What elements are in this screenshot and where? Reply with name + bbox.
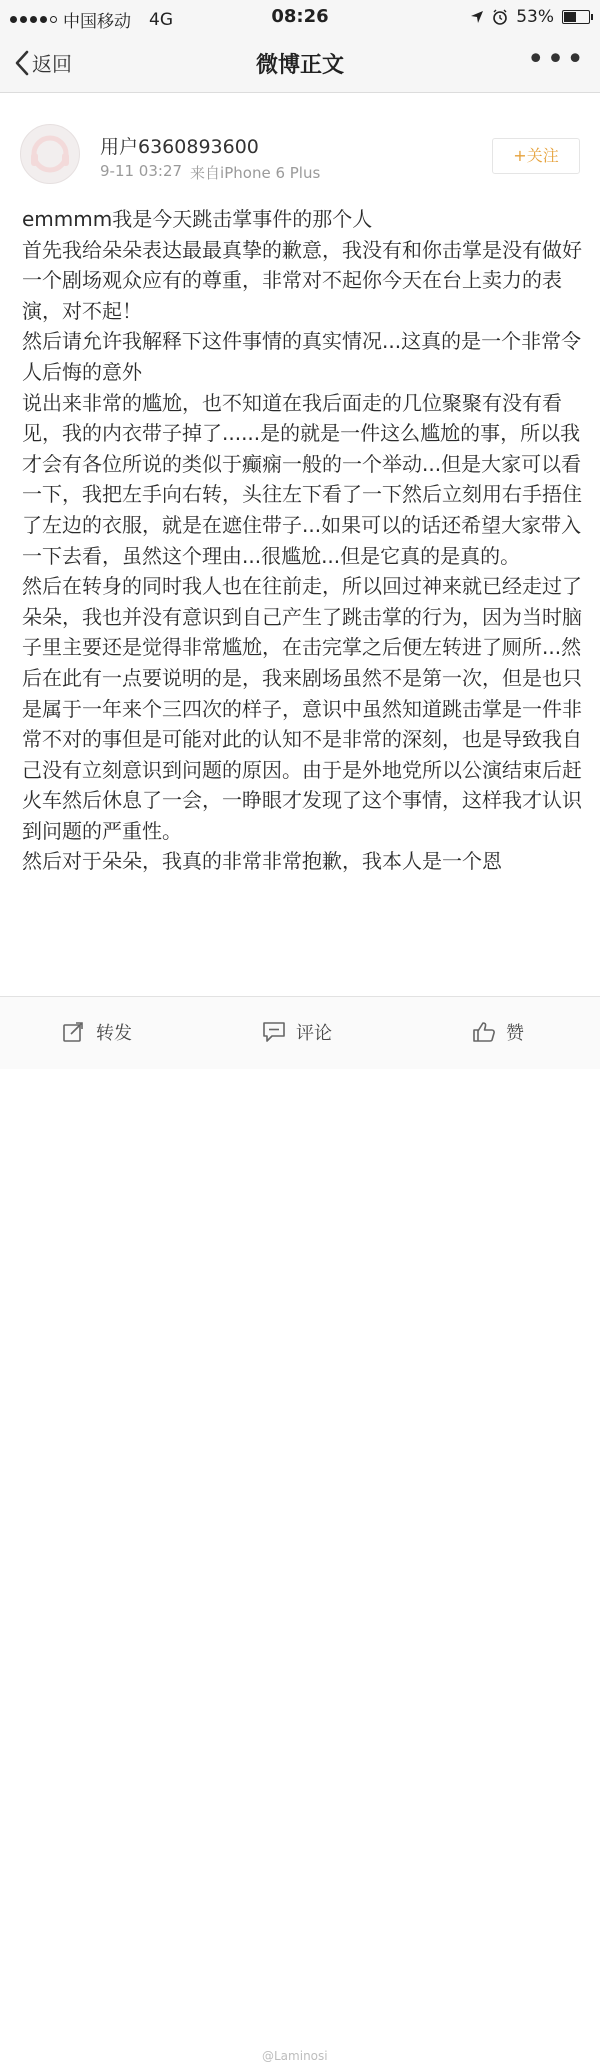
status-bar [0, 0, 600, 34]
post-body [22, 204, 582, 994]
repost-button[interactable] [62, 1019, 132, 1045]
username[interactable]: 用户6360893600 [100, 136, 259, 158]
post-paragraph: 然后请允许我解释下这件事情的真实情况...这真的是一个非常令人后悔的意外 [22, 329, 582, 384]
post-date: 9-11 03:27 [100, 162, 183, 180]
battery-percent: 53% [516, 7, 554, 27]
like-label: 赞 [506, 1023, 524, 1044]
status-right [470, 7, 590, 27]
avatar[interactable] [20, 124, 80, 184]
page-title: 微博正文 [255, 53, 344, 78]
post-paragraph: 首先我给朵朵表达最最真挚的歉意，我没有和你击掌是没有做好一个剧场观众应有的尊重，非常对不起你今天在台上卖力的表演，对不起！ [22, 237, 582, 323]
comment-button[interactable] [262, 1019, 332, 1045]
repost-label: 转发 [96, 1023, 132, 1044]
follow-button[interactable]: +关注 [492, 138, 580, 174]
location-icon [470, 10, 484, 24]
default-avatar-icon [21, 125, 79, 183]
comment-label: 评论 [296, 1023, 332, 1044]
action-bar [0, 996, 600, 2063]
post-meta [100, 162, 320, 183]
post-paragraph: 说出来非常的尴尬，也不知道在我后面走的几位聚聚有没有看见，我的内衣带子掉了......是的就是一件这么尴尬的事，所以我才会有各位所说的类似于癫痫一般的一个举动...但是大家可以看一下，我把左手向右转，头往左下看了一下然后立刻用右手捂住了左边的衣服，就是在遮住带子...如果可以的话还希望大家带入一下去看，虽然这个理由...很尴尬...但是它真的是真的。 [22, 390, 582, 568]
carrier-name: 中国移动 [63, 12, 131, 32]
back-label: 返回 [32, 52, 72, 76]
battery-fill [564, 12, 576, 22]
nav-bar [0, 34, 600, 93]
post-source: 来自iPhone 6 Plus [190, 164, 321, 182]
repost-icon [62, 1021, 86, 1043]
status-time: 08:26 [271, 6, 329, 27]
post-header [0, 112, 600, 192]
alarm-icon [492, 9, 508, 25]
network-type: 4G [149, 9, 173, 30]
like-button[interactable] [472, 1019, 524, 1045]
thumbs-up-icon [472, 1021, 496, 1043]
comment-icon [262, 1021, 286, 1043]
watermark: @Laminosi [262, 2049, 328, 2063]
post-paragraph: 然后对于朵朵，我真的非常非常抱歉，我本人是一个恩 [22, 849, 502, 874]
more-button[interactable]: ••• [526, 42, 586, 77]
post-paragraph: emmmm我是今天跳击掌事件的那个人 [22, 207, 373, 231]
post-paragraph: 然后在转身的同时我人也在往前走，所以回过神来就已经走过了朵朵，我也并没有意识到自己产生了跳击掌的行为，因为当时脑子里主要还是觉得非常尴尬，在击完掌之后便左转进了厕所...然后在此有一点要说明的是，我来剧场虽然不是第一次，但是也只是属于一年来个三四次的样子，意识中虽然知道跳击掌是一件非常不对的事但是可能对此的认知不是非常的深刻，也是导致我自己没有立刻意识到问题的原因。由于是外地党所以公演结束后赶火车然后休息了一会，一睁眼才发现了这个事情，这样我才认识到问题的严重性。 [22, 574, 582, 843]
battery-icon [562, 10, 590, 24]
